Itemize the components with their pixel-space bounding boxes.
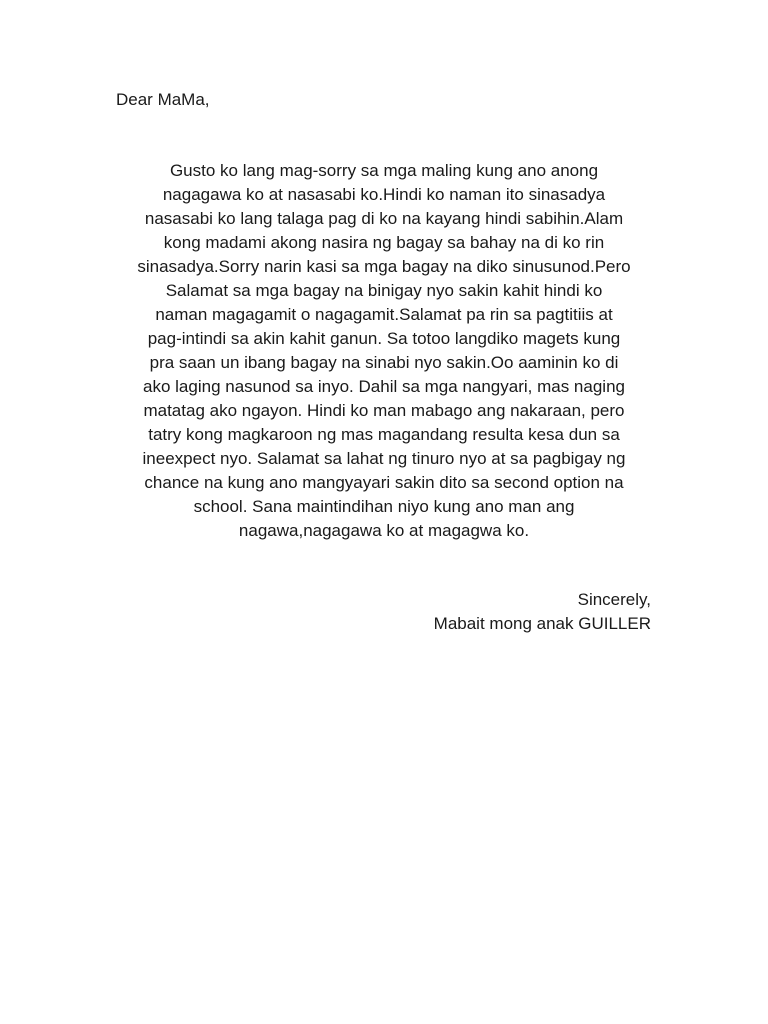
body-line: tatry kong magkaroon ng mas magandang resulta kesa dun sa: [148, 425, 620, 444]
body-line: pra saan un ibang bagay na sinabi nyo sakin.Oo aaminin ko di: [149, 353, 619, 372]
letter-closing-block: [434, 588, 651, 636]
body-line: naman magagamit o nagagamit.Salamat pa rin sa pagtitiis at: [155, 305, 613, 324]
body-line: nasasabi ko lang talaga pag di ko na kayang hindi sabihin.Alam: [144, 209, 624, 228]
body-line: sinasadya.Sorry narin kasi sa mga bagay na diko sinusunod.Pero: [137, 257, 631, 276]
body-line: ineexpect nyo. Salamat sa lahat ng tinuro nyo at sa pagbigay ng: [142, 449, 626, 468]
body-line: ako laging nasunod sa inyo. Dahil sa mga nangyari, mas naging: [143, 377, 625, 396]
body-line: kong madami akong nasira ng bagay sa bahay na di ko rin: [163, 233, 605, 252]
body-line: school. Sana maintindihan niyo kung ano man ang: [193, 497, 575, 516]
body-line: nagagawa ko at nasasabi ko.Hindi ko naman ito sinasadya: [162, 185, 606, 204]
body-line: Gusto ko lang mag-sorry sa mga maling kung ano anong: [169, 161, 599, 180]
body-line: pag-intindi sa akin kahit ganun. Sa totoo langdiko magets kung: [147, 329, 621, 348]
body-line: nagawa,nagagawa ko at magagwa ko.: [238, 521, 530, 540]
letter-closing: Sincerely,: [577, 590, 651, 609]
letter-salutation: Dear MaMa,: [116, 90, 210, 109]
letter-body: [112, 159, 656, 543]
body-line: Salamat sa mga bagay na binigay nyo sakin kahit hindi ko: [165, 281, 603, 300]
body-line: matatag ako ngayon. Hindi ko man mabago ang nakaraan, pero: [143, 401, 625, 420]
letter-signature: Mabait mong anak GUILLER: [433, 614, 651, 633]
body-line: chance na kung ano mangyayari sakin dito sa second option na: [144, 473, 624, 492]
